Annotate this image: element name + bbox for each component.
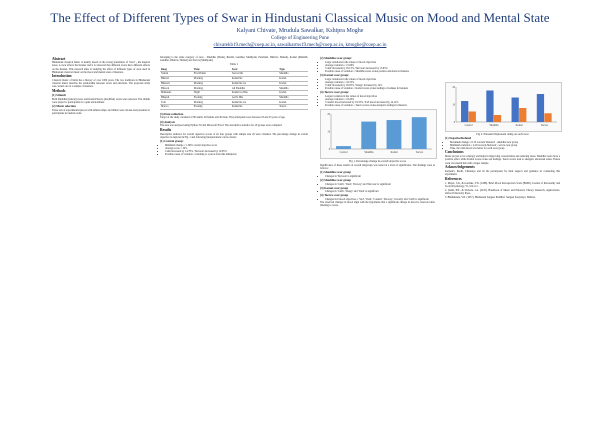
list-item: • Changes in 'Calm', 'Tired', 'Drowsy' and 'Nervous' is significant xyxy=(325,183,435,186)
references-heading: References xyxy=(445,176,462,181)
table-cell: Komal xyxy=(278,81,308,86)
list-item: • 'Content' mood increased by 18.32%, 'Sad' mood decreased by 14.12% xyxy=(325,101,435,104)
list-item: • Thus, the calm mood was better for each swar group xyxy=(450,147,560,150)
x-tick-label: Control xyxy=(339,150,348,154)
komal-sig-heading: (3) Komal swar group xyxy=(320,185,349,190)
table-cell: Teevra Ma xyxy=(231,72,278,77)
reference-item: 2. Juslin, P.N., & Sloboda, J.A. (2010). Handbook of Music and Emotion: Theory, Research, Applications. Oxford University Press. xyxy=(445,188,560,196)
column-3 xyxy=(320,56,435,209)
list-item: • Largest variation in the values of mood objectives xyxy=(325,95,435,98)
list-item: • Changes in 'Nervous' is significant xyxy=(325,175,435,178)
table-cell: Bhupali xyxy=(160,95,193,100)
x-tick-label: Control xyxy=(464,124,473,127)
acknowledgements-heading: Acknowledgements xyxy=(445,165,475,170)
results-text: Descriptive statistics for overall objective scores of all four groups with sample size 20 were obtained. The percentage change in overall objective is depicted in Fig. 1 and following interpretations can be drawn: xyxy=(160,132,308,139)
stimuli-heading: (1) Stimuli xyxy=(52,93,66,98)
table-header-cell: Swar xyxy=(231,67,278,71)
table-cell: Bhairavi xyxy=(160,81,193,86)
results-heading: Results xyxy=(160,127,172,132)
teevra-sig-heading: (4) Teevra swar group xyxy=(320,193,349,198)
bar xyxy=(544,113,551,122)
table-header-cell: Time xyxy=(193,67,231,71)
column-2 xyxy=(160,56,308,156)
table-cell: Marwa xyxy=(160,104,193,109)
table-cell: Komal xyxy=(278,90,308,95)
stimuli-text: Both Shuddha (natural) swars and Komal/Teevra (modified) swars were selected. The stimuli were played to participants in a quiet environment. xyxy=(52,97,150,104)
table-cell: Morning xyxy=(193,100,231,105)
data-collection-heading: (3) Data collection xyxy=(160,111,184,116)
bar xyxy=(469,112,476,123)
list-item: • Possible cause of variation = Komal swars evoke feelings of sadness in listeners xyxy=(325,87,435,90)
list-item: • Average variation = 18.20% xyxy=(325,98,435,101)
table-cell: Malkauns xyxy=(160,90,193,95)
shuddha-sig-heading-2: (2) Shuddha swar group xyxy=(320,178,351,183)
list-item: • Changes in 'Calm', 'Sleepy' and 'Tired' is significant xyxy=(325,190,435,193)
x-tick-label: Shuddha xyxy=(364,150,374,154)
teevra-group-list xyxy=(320,95,435,107)
list-item: • Large variations in the values of mood objectives xyxy=(325,61,435,64)
list-item: • Average variation = 15.66% xyxy=(325,64,435,67)
list-item: • Minimum variation = 4.29 towards 'Relaxed' - teevra swar group xyxy=(450,144,560,147)
analysis-text: The data was analyzed using Python 3.6 and Microsoft Excel. The descriptive statistics for all groups were computed. xyxy=(160,124,283,128)
shuddha-sig-heading-1: (1) Shuddha swar group xyxy=(320,170,351,175)
conclusion-note: The observed changes in mood align with the hypothesis that a significant change in mood is observed after listening to swars. xyxy=(320,201,435,208)
bar xyxy=(486,91,493,123)
list-item: • Minimum change = 1.66% overall objective score xyxy=(165,144,308,147)
x-tick-label: Teevra xyxy=(540,124,548,127)
reference-item: 1. Mayer, J.D., & Gaschke, Y.N. (1988). Brief Mood Introspection Scale (BMIS). Journal of Personality and Social Psychology, 55, 102-111. xyxy=(445,181,560,188)
figure-2-caption: Fig 2. Pleasant/Unpleasant rating on each swar xyxy=(476,133,529,136)
email-links[interactable]: chivatekb19.mech@coep.ac.in, sawalkarms19.mech@coep.ac.in, kmoghe@coep.ac.in xyxy=(213,43,387,48)
figure-1-caption: Fig 1. Percentage change in overall objective score xyxy=(348,159,406,163)
bar xyxy=(519,108,526,122)
bar xyxy=(537,94,544,122)
control-group-heading: (1) Control group: xyxy=(160,138,184,143)
list-item: • 'Calm' increased by 18.13%, 'Nervous' decreased by 13.65% xyxy=(325,67,435,70)
reference-item: 3. Bhatkhande, V.N. (1957). Hindustani Sangeet Paddhati. Sangeet Karyalaya, Hathras. xyxy=(445,196,536,200)
data-collection-text: Target of the study consisted of 80 adults: 40 female and 40 male. The participants were between 18 and 25 years of age. xyxy=(160,116,286,120)
table-cell: Komal Re Ga xyxy=(231,81,278,86)
table-cell: Komal Ga Dha xyxy=(231,90,278,95)
intro-continued-text: belonging to the same category of swar - Shuddha (Shadaj, Risabh, Gandhar, Madhyam, Pancham, Dhaivat, Nishad), Komal (Rishabh, Gandhar, Dhaivat, Nishad) and Teevra (Madhyam). xyxy=(160,56,308,63)
music-selection-text: Three sets of experimental pieces with similar tempo and timbre were chosen and presented to participants in random order. xyxy=(52,108,150,115)
list-item: • Average variation = 16.55% xyxy=(325,81,435,84)
y-tick-label: 0 xyxy=(453,121,455,124)
shuddha-group-list xyxy=(320,61,435,73)
acknowledgements-text: Kalyani's, Ruchi, Chaitanya and all the participants for their support and guidance in conducting this experiment. xyxy=(445,170,560,177)
table-header-cell: Raag xyxy=(160,67,193,71)
poster-title: The Effect of Different Types of Swar in Hindustani Classical Music on Mood and Mental State xyxy=(50,10,550,25)
list-item: • Maximum change = 8.13 towards 'Relaxed' - shuddha swar group xyxy=(450,141,560,144)
bar xyxy=(412,117,427,149)
table-cell: Komal Re xyxy=(231,104,278,109)
column-4 xyxy=(445,56,560,201)
table-cell: Komal Re xyxy=(231,76,278,81)
table-cell: Night xyxy=(193,90,231,95)
bar xyxy=(494,115,501,122)
institution: College of Engineering Pune xyxy=(271,36,329,41)
analysis-heading: (4) Analysis xyxy=(160,119,175,124)
table-cell: Shuddha xyxy=(278,72,308,77)
methods-heading: Methods xyxy=(52,88,66,93)
negative-related-heading: (1) Negative/Related xyxy=(445,136,472,141)
x-tick-label: Komal xyxy=(390,150,398,154)
list-item: • Possible cause of variation = Shuddha swars evoke positive emotions in listeners xyxy=(325,70,435,73)
list-item: • Large variations in the values of mood objectives xyxy=(325,78,435,81)
x-tick-label: Teevra xyxy=(415,150,423,154)
figure-1-chart xyxy=(320,109,437,159)
y-tick-label: 20 xyxy=(452,86,455,89)
conclusions-text: Music proves to be a therapy and helps in improving concentration and reducing stress. Shuddha swars have a positive effect while Komal swars evoke sad feelings. Teevra swars lead to energetic emotional states. Future work can extend this with a larger sample. xyxy=(445,155,560,165)
komal-group-list xyxy=(320,78,435,90)
table-row xyxy=(160,104,308,109)
list-item: • Changes in 6 mood objectives = 'Sad', 'Tired', 'Content', 'Drowsy', 'Gloomy' and 'Calm' is significant xyxy=(325,198,435,201)
table-caption: Table 1 xyxy=(229,63,239,67)
raag-table xyxy=(160,67,308,109)
table-cell: Shuddha xyxy=(278,95,308,100)
column-1 xyxy=(52,56,150,116)
y-tick-label: 20 xyxy=(327,112,330,116)
list-item: • Possible cause of variation = listening to a piece from this dimension xyxy=(165,153,308,156)
introduction-heading: Introduction xyxy=(52,74,72,79)
list-item: • 'Calm' increased by 18.03%, 'Sleepy' increased by 14% xyxy=(325,84,435,87)
table-cell: Evening xyxy=(193,95,231,100)
shuddha-group-heading: (2) Shuddha swar group: xyxy=(320,56,352,60)
music-selection-heading: (2) Music selection xyxy=(52,104,76,108)
negative-related-list xyxy=(445,141,560,150)
bar xyxy=(512,98,519,123)
table-cell: Todi xyxy=(160,100,193,105)
table-cell: All Shuddha xyxy=(231,86,278,91)
table-cell: Morning xyxy=(193,81,231,86)
table-cell: Komal Re Ga xyxy=(231,100,278,105)
table-cell: Shuddha xyxy=(278,86,308,91)
control-group-list xyxy=(160,144,308,156)
table-cell: First Prahar xyxy=(193,72,231,77)
list-item: • Calm increased by 14.78%, 'Nervous' decreased by 10.85% xyxy=(165,150,308,153)
komal-group-heading: (3) Komal swar group: xyxy=(320,72,350,77)
significance-text: Significance of these results on overall subgroups was tested at a level of significance. The findings were as follows: xyxy=(320,164,435,171)
list-item: • Possible cause of variation = Teevra swars evoke energetic feelings in listeners xyxy=(325,104,435,107)
table-cell: Bhairav xyxy=(160,76,193,81)
table-cell: Morning xyxy=(193,86,231,91)
conclusions-heading: Conclusions xyxy=(445,150,464,155)
y-tick-label: 10 xyxy=(327,130,330,134)
bar xyxy=(461,101,468,122)
table-cell: Morning xyxy=(193,76,231,81)
table-cell: Komal xyxy=(278,100,308,105)
figure-2-chart xyxy=(445,82,562,132)
bar xyxy=(387,120,402,149)
abstract-heading: Abstract xyxy=(52,56,66,61)
table-cell: Bilawal xyxy=(160,86,193,91)
bar xyxy=(336,146,351,149)
table-cell: Ga Pa Dha xyxy=(231,95,278,100)
y-tick-label: 0 xyxy=(328,147,330,151)
table-header-cell: Type xyxy=(278,67,308,71)
x-tick-label: Shuddha xyxy=(489,124,499,127)
references-list xyxy=(445,182,560,200)
abstract-text: Hindustani classical music is mainly based on the strong foundation of 'Swar' - the musical notes. A swar affects the listener and it is observed that different swars have different effects on the listener. This research aims at studying the effect of different types of swar used in Hindustani classical music on the mood and mental state of listeners. xyxy=(52,61,150,74)
list-item: • Average score = 19% xyxy=(165,147,308,150)
x-tick-label: Komal xyxy=(515,124,523,127)
table-cell: Komal xyxy=(278,76,308,81)
y-tick-label: 10 xyxy=(452,103,455,107)
table-cell: Yaman xyxy=(160,72,193,77)
table-cell: Teevra xyxy=(278,104,308,109)
table-cell: Evening xyxy=(193,104,231,109)
authors: Kalyani Chivate, Mrudula Sawalkar, Kshipra Moghe xyxy=(236,28,364,34)
teevra-group-heading: (4) Teevra swar group: xyxy=(320,89,350,94)
bar xyxy=(361,122,376,149)
introduction-text: Classical music of India has a history of over 1000 years. The two traditions in Hindustani classical music describe the relationship between swars and emotions. The proposed study was carried out on a sample of listeners. xyxy=(52,79,150,89)
